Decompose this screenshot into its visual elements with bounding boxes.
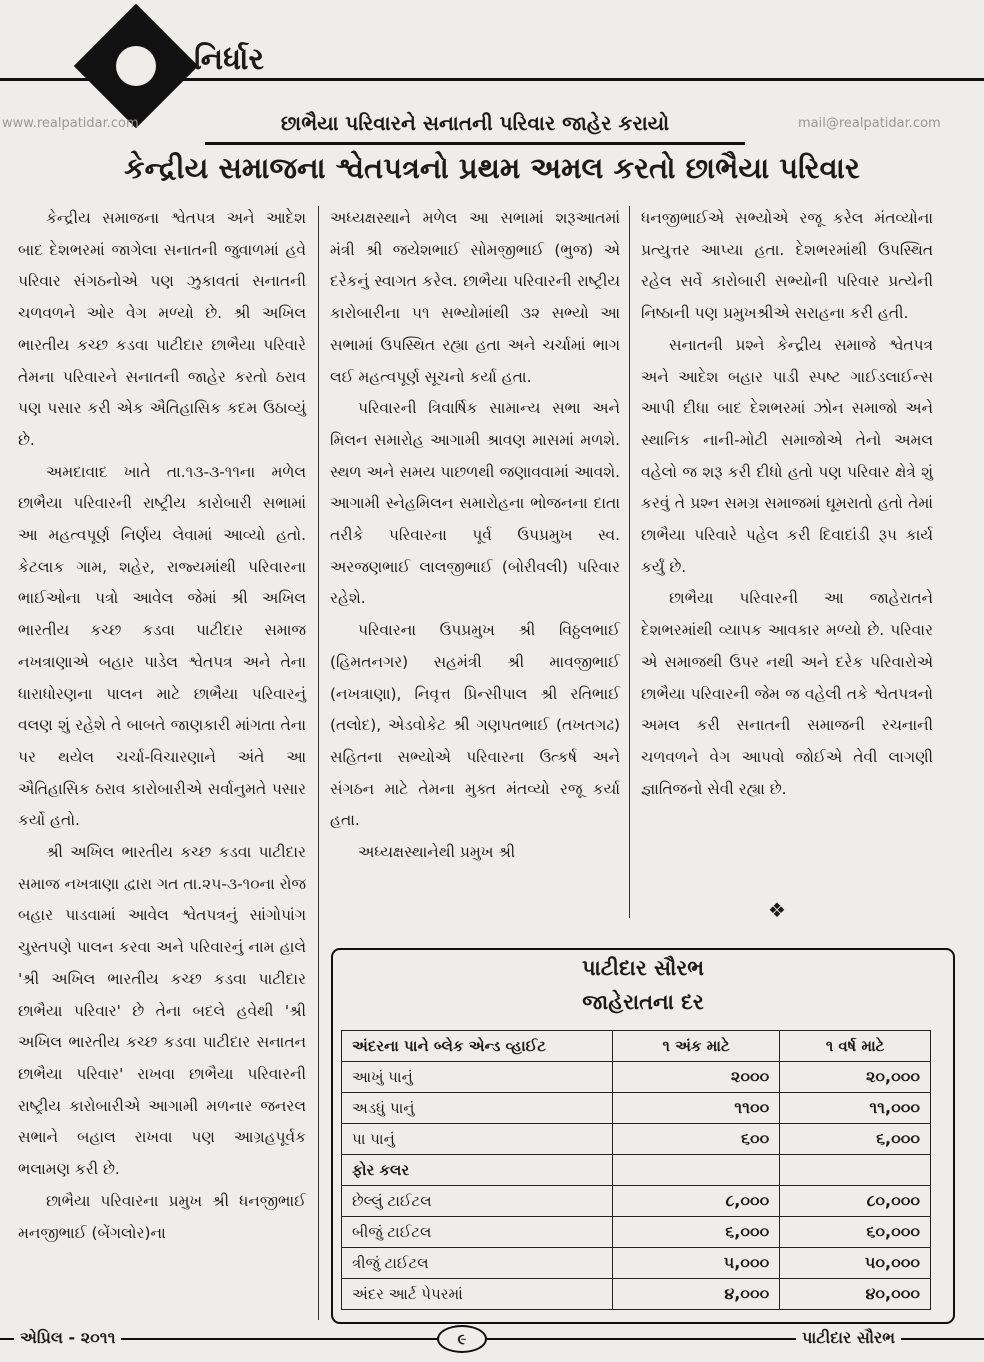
email-watermark: mail@realpatidar.com [798,116,941,131]
issue-rate: ૪,૦૦૦ [613,1279,780,1310]
paragraph: છાભૈયા પરિવારની આ જાહેરાતને દેશભરમાંથી વ્યાપક આવકાર મળ્યો છે. પરિવાર એ સમાજથી ઉપર નથી અને દરેક પરિવારોએ છાભૈયા પરિવારની જેમ જ વહેલી તકે શ્વેતપત્રનો અમલ કરી સનાતની સમાજની રચનાની ચળવળને વેગ આપવો જોઈએ તેવી લાગણી જ્ઞાતિજનો સેવી રહ્યા છે. [641,589,933,798]
table-row [342,1186,931,1217]
table-section-row [342,1155,931,1186]
article-column-left [18,203,306,1249]
paragraph: પરિવારની ત્રિવાર્ષિક સામાન્ય સભા અને મિલન સમારોહ આગામી શ્રાવણ માસમાં મળશે. સ્થળ અને સમય પાછળથી જણાવવામાં આવશે. આગામી સ્નેહમિલન સમારોહના ભોજનના દાતા તરીકે પરિવારના પૂર્વ ઉપપ્રમુખ સ્વ. અરજણભાઈ લાલજીભાઈ (બોરીવલી) પરિવાર રહેશે. [330,399,620,608]
year-rate: ૪૦,૦૦૦ [780,1279,931,1310]
column-divider [318,206,319,1320]
separator-ornament-icon: ❖ [768,898,786,922]
year-rate: ૨૦,૦૦૦ [780,1062,931,1093]
paragraph: શ્રી અખિલ ભારતીય કચ્છ કડવા પાટીદાર સમાજ નખત્રાણા દ્વારા ગત તા.૨૫-૩-૧૦ના રોજ બહાર પાડવામાં આવેલ શ્વેતપત્રનું સાંગોપાંગ ચુસ્તપણે પાલન કરવા અને પરિવારનું નામ હાલે 'શ્રી અખિલ ભારતીય કચ્છ કડવા પાટીદાર છાભૈયા પરિવાર' છે તેના બદલે હવેથી 'શ્રી અખિલ ભારતીય કચ્છ કડવા પાટીદાર સનાતન છાભૈયા પરિવાર' રાખવા છાભૈયા પરિવારની રાષ્ટ્રીય કારોબારીએ આગામી મળનાર જનરલ સભાને બહાલ રાખવા પણ આગ્રહપૂર્વક ભલામણ કરી છે. [18,843,306,1179]
rates-table [341,1030,931,1310]
row-label: અંદર આર્ટ પેપરમાં [342,1279,613,1310]
paragraph: ધનજીભાઈએ સભ્યોએ રજૂ કરેલ મંતવ્યોના પ્રત્યુત્તર આપ્યા હતા. દેશભરમાંથી ઉપસ્થિત રહેલ સર્વે કારોબારી સભ્યોની પરિવાર પ્રત્યેની નિષ્ઠાની પણ પ્રમુખશ્રીએ સરાહના કરી હતી. [641,209,933,323]
row-label: છેલ્લું ટાઈટલ [342,1186,613,1217]
issue-rate: ૨૦૦૦ [613,1062,780,1093]
article-column-middle [330,203,620,869]
table-row [342,1279,931,1310]
year-rate: ૧૧,૦૦૦ [780,1093,931,1124]
column-divider [629,206,630,918]
table-header-row [342,1031,931,1062]
table-row [342,1124,931,1155]
website-watermark: www.realpatidar.com [2,116,139,131]
subheadline: છાભૈયા પરિવારને સનાતની પરિવાર જાહેર કરાયો [205,104,745,145]
column-header: ૧ વર્ષ માટે [780,1031,931,1062]
advert-subtitle: જાહેરાતના દર [582,990,704,1014]
row-label: આખું પાનું [342,1062,613,1093]
paragraph: પરિવારના ઉપપ્રમુખ શ્રી વિઠ્ઠલભાઈ (હિમતનગર) સહમંત્રી શ્રી માવજીભાઈ (નખત્રાણા), નિવૃત્ત પ્રિન્સીપાલ શ્રી રતિભાઈ (તલોદ), એડવોકેટ શ્રી ગણપતભાઈ (તખતગઢ) સહિતના સભ્યોએ પરિવારના ઉત્કર્ષ અને સંગઠન માટે તેમના મુક્ત મંતવ્યો રજૂ કર્યા હતા. [330,621,620,830]
paragraph: સનાતની પ્રશ્ને કેન્દ્રીય સમાજે શ્વેતપત્ર અને આદેશ બહાર પાડી સ્પષ્ટ ગાઈડલાઈન્સ આપી દીધા બાદ દેશભરમાં ઝોન સમાજો અને સ્થાનિક નાની-મોટી સમાજોએ તેનો અમલ વહેલો જ શરૂ કરી દીધો હતો પણ પરિવાર ક્ષેત્રે શું કરવું તે પ્રશ્ન સમગ્ર સમાજમાં ઘૂમરાતો હતો તેમાં છાભૈયા પરિવારે પહેલ કરી દિવાદાંડી રૂપ કાર્ય કર્યું છે. [641,335,933,576]
year-rate: ૬,૦૦૦ [780,1124,931,1155]
table-row [342,1093,931,1124]
paragraph: અધ્યક્ષસ્થાને મળેલ આ સભામાં શરૂઆતમાં મંત્રી શ્રી જયેશભાઈ સોમજીભાઈ (ભુજ) એ દરેકનું સ્વાગત કરેલ. છાભૈયા પરિવારની રાષ્ટ્રીય કારોબારીના ૫૧ સભ્યોમાંથી ૩૨ સભ્યો આ સભામાં ઉપસ્થિત રહ્યા હતા અને ચર્ચામાં ભાગ લઈ મહત્વપૂર્ણ સૂચનો કર્યા હતા. [330,209,620,386]
diamond-ornament-icon [74,4,198,128]
row-label: પા પાનું [342,1124,613,1155]
year-rate: ૮૦,૦૦૦ [780,1186,931,1217]
article-column-right [641,203,933,805]
issue-rate: ૫,૦૦૦ [613,1248,780,1279]
row-label: ત્રીજું ટાઈટલ [342,1248,613,1279]
paragraph: છાભૈયા પરિવારના પ્રમુખ શ્રી ધનજીભાઈ મનજીભાઈ (બેંગલોર)ના [18,1191,306,1242]
table-row [342,1217,931,1248]
advert-title: પાટીદાર સૌરભ [581,956,705,980]
section-title: નિર્ધાર [194,42,264,77]
paragraph: અમદાવાદ ખાતે તા.૧૩-૩-૧૧ના મળેલ છાભૈયા પરિવારની રાષ્ટ્રીય કારોબારી સભામાં આ મહત્વપૂર્ણ નિર્ણય લેવામાં આવ્યો હતો. કેટલાક ગામ, શહેર, રાજ્યમાંથી પરિવારના ભાઈઓના પત્રો આવેલ જેમાં શ્રી અખિલ ભારતીય કચ્છ કડવા પાટીદાર સમાજ નખત્રાણાએ બહાર પાડેલ શ્વેતપત્ર અને તેના ધારાધોરણના પાલન માટે છાભૈયા પરિવારનું વલણ શું રહેશે તે બાબતે જાણકારી માંગતા તેના પર થયેલ ચર્ચા-વિચારણાને અંતે આ ઐતિહાસિક ઠરાવ કારોબારીએ સર્વાનુમતે પસાર કર્યો હતો. [18,462,306,830]
column-header: ૧ અંક માટે [613,1031,780,1062]
table-row [342,1062,931,1093]
footer-publication: પાટીદાર સૌરભ [796,1328,901,1348]
issue-rate: ૬૦૦ [613,1124,780,1155]
paragraph: કેન્દ્રીય સમાજના શ્વેતપત્ર અને આદેશ બાદ દેશભરમાં જાગેલા સનાતની જુવાળમાં હવે પરિવાર સંગઠનોએ પણ ઝુકાવતાં સનાતની ચળવળને ઓર વેગ મળ્યો છે. શ્રી અખિલ ભારતીય કચ્છ કડવા પાટીદાર છાભૈયા પરિવારે તેમના પરિવારને સનાતની જાહેર કરતો ઠરાવ પણ પસાર કરી એક ઐતિહાસિક કદમ ઉઠાવ્યું છે. [18,209,306,449]
issue-rate: ૧૧૦૦ [613,1093,780,1124]
column-header: અંદરના પાને બ્લેક એન્ડ વ્હાઈટ [342,1031,613,1062]
year-rate: ૫૦,૦૦૦ [780,1248,931,1279]
issue-rate: ૮,૦૦૦ [613,1186,780,1217]
section-label: ફોર કલર [342,1155,613,1186]
year-rate: ૬૦,૦૦૦ [780,1217,931,1248]
advert-rates-box [331,948,955,1324]
row-label: અડધું પાનું [342,1093,613,1124]
page-number: ૯ [437,1325,487,1353]
paragraph: અધ્યક્ષસ્થાનેથી પ્રમુખ શ્રી [358,843,516,862]
issue-rate: ૬,૦૦૦ [613,1217,780,1248]
row-label: બીજું ટાઈટલ [342,1217,613,1248]
table-row [342,1248,931,1279]
footer-date: એપ્રિલ - ૨૦૧૧ [14,1328,121,1348]
headline: કેન્દ્રીય સમાજના શ્વેતપત્રનો પ્રથમ અમલ કરતો છાભૈયા પરિવાર [124,151,860,185]
